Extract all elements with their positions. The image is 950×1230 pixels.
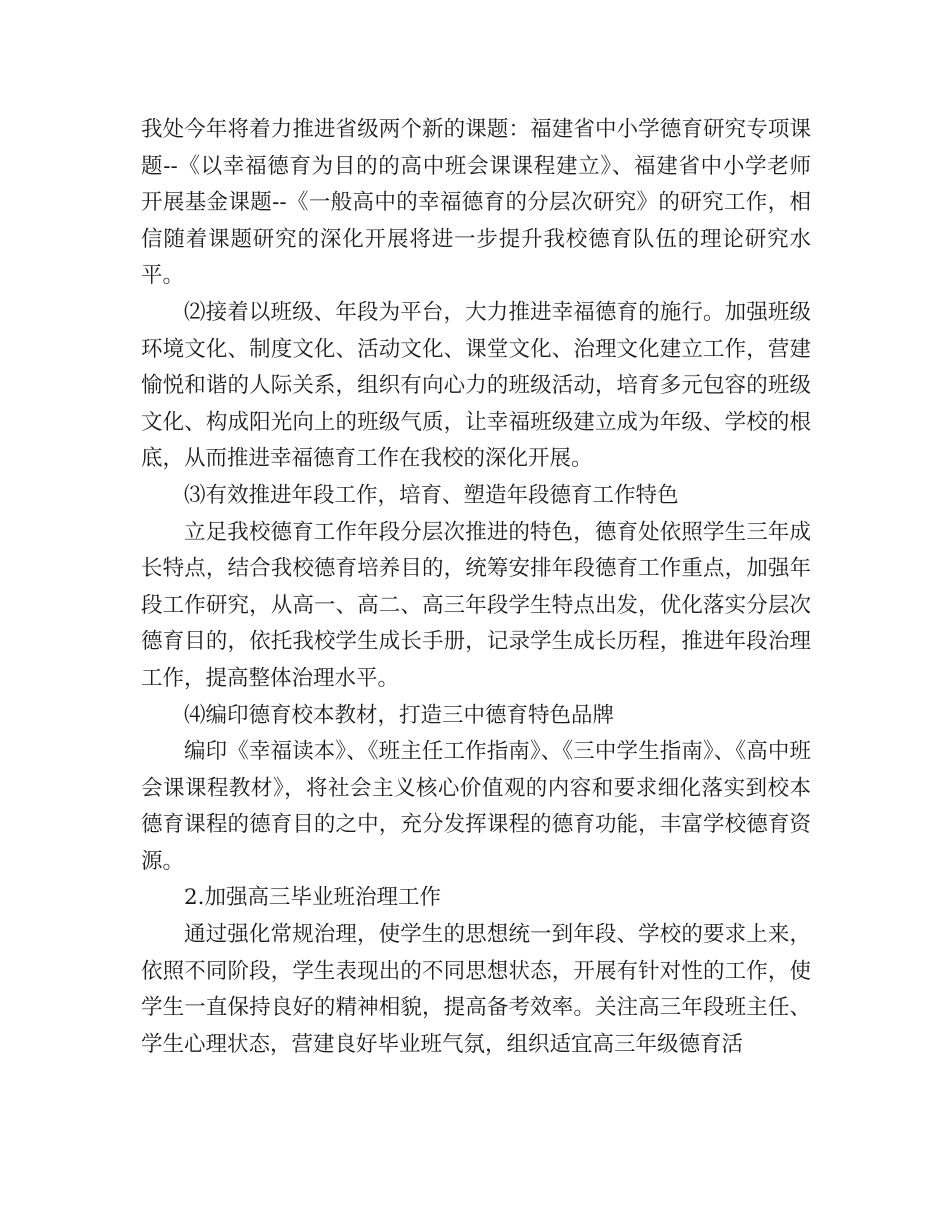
document-body	[141, 112, 811, 1063]
paragraph-2: ⑵接着以班级、年段为平台，大力推进幸福德育的施行。加强班级环境文化、制度文化、活动文化、课堂文化、治理文化建立工作，营建愉悦和谐的人际关系，组织有向心力的班级活动，培育多元包容的班级文化、构成阳光向上的班级气质，让幸福班级建立成为年级、学校的根底，从而推进幸福德育工作在我校的深化开展。	[141, 299, 811, 472]
paragraph-1: 我处今年将着力推进省级两个新的课题：福建省中小学德育研究专项课题--《以幸福德育为目的的高中班会课课程建立》、福建省中小学老师开展基金课题--《一般高中的幸福德育的分层次研究》的研究工作，相信随着课题研究的深化开展将进一步提升我校德育队伍的理论研究水平。	[141, 117, 811, 289]
paragraph-4: 立足我校德育工作年段分层次推进的特色，德育处依照学生三年成长特点，结合我校德育培养目的，统筹安排年段德育工作重点，加强年段工作研究，从高一、高二、高三年段学生特点出发，优化落实分层次德育目的，依托我校学生成长手册，记录学生成长历程，推进年段治理工作，提高整体治理水平。	[141, 519, 811, 691]
paragraph-3-heading: ⑶有效推进年段工作，培育、塑造年段德育工作特色	[184, 482, 679, 508]
paragraph-7-heading: 2.加强高三毕业班治理工作	[184, 885, 442, 911]
paragraph-5-heading: ⑷编印德育校本教材，打造三中德育特色品牌	[184, 702, 615, 728]
paragraph-6: 编印《幸福读本》、《班主任工作指南》、《三中学生指南》、《高中班会课课程教材》，将社会主义核心价值观的内容和要求细化落实到校本德育课程的德育目的之中，充分发挥课程的德育功能，丰富学校德育资源。	[141, 739, 811, 874]
paragraph-8: 通过强化常规治理，使学生的思想统一到年段、学校的要求上来，依照不同阶段，学生表现出的不同思想状态，开展有针对性的工作，使学生一直保持良好的精神相貌，提高备考效率。关注高三年段班主任、学生心理状态，营建良好毕业班气氛，组织适宜高三年级德育活	[141, 922, 811, 1057]
